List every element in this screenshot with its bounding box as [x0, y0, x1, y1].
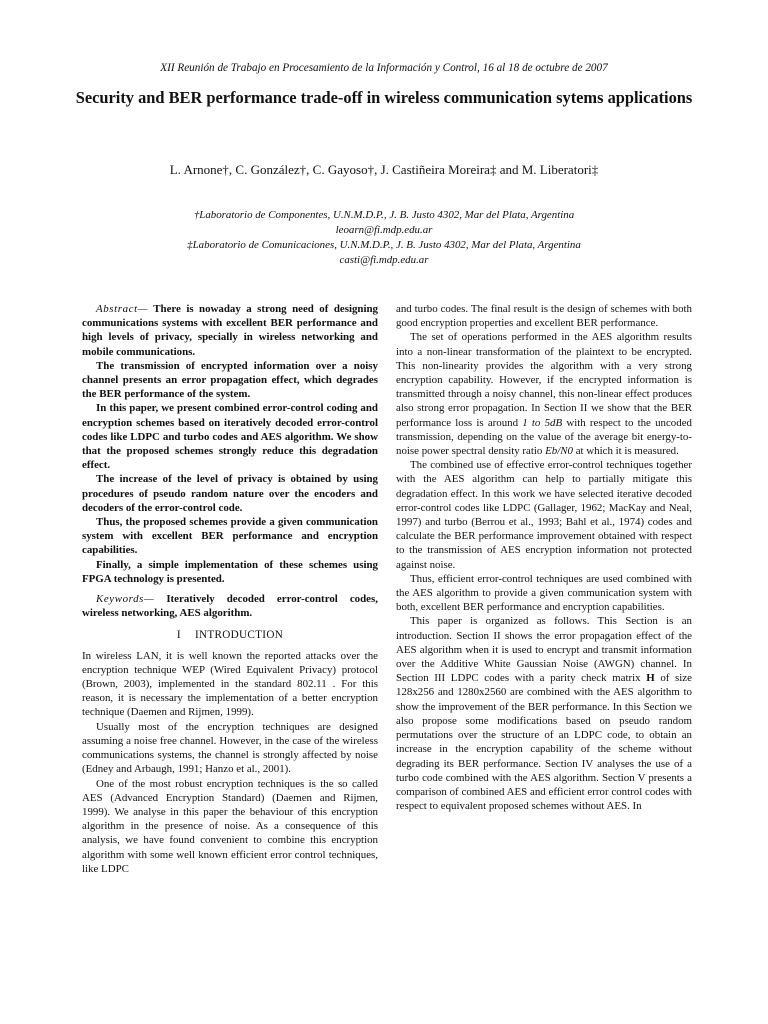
abstract-paragraph: The increase of the level of privacy is obtained by using procedures of pseudo random nature over the encoders and decoders of the error-control code. — [82, 473, 378, 514]
body-paragraph: Thus, efficient error-control techniques are used combined with the AES algorithm to provide a given communication system with both, excellent BER performance and encryption capabilities. — [396, 572, 692, 614]
intro-paragraph: In wireless LAN, it is well known the reported attacks over the encryption technique WEP (Wired Equivalent Privacy) protocol (Brown, 2003), implemented in the standard 802.11 . For this reason, it is necessary the implementation of a better encryption technique (Daemen and Rijmen, 1999). — [82, 649, 378, 719]
left-column — [82, 302, 378, 876]
body-paragraph: and turbo codes. The final result is the design of schemes with both good encryption properties and excellent BER performance. — [396, 303, 692, 330]
authors: L. Arnone†, C. González†, C. Gayoso†, J. Castiñeira Moreira‡ and M. Liberatori‡ — [169, 162, 599, 177]
abstract-paragraph: Abstract— There is nowaday a strong need of designing communications systems with excellent BER performance and high levels of privacy, specially in wireless networking and mobile communications. — [82, 303, 379, 358]
db-range: 1 to 5dB — [522, 416, 563, 429]
matrix-symbol: H — [646, 672, 655, 685]
body-paragraph: The set of operations performed in the AES algorithm results into a non-linear transformation of the plaintext to be encrypted. This non-linearity provides the algorithm with a very strong encryption capability. However, if the encrypted information is transmitted through a noisy channel, this non-linear effect produces also strong error propagation. In Section II we show that the BER performance loss is around 1 to 5dB with respect to the uncoded transmission, depending on the value of the average bit energy-to-noise power spectral density ratio Eb/N0 at which it is measured. — [396, 331, 692, 458]
abstract-paragraph: In this paper, we present combined error-control coding and encryption schemes based on iteratively decoded error-control codes like LDPC and turbo codes and AES algorithm. We show that the proposed schemes strongly reduce this degradation effect. — [82, 402, 378, 472]
keywords-paragraph: Keywords— Iteratively decoded error-control codes, wireless networking, AES algorithm. — [82, 593, 378, 620]
paper-title: Security and BER performance trade-off in wireless communication sytems applications — [75, 88, 693, 107]
keywords-label: Keywords— — [96, 593, 155, 606]
affiliation-2: ‡Laboratorio de Comunicaciones, U.N.M.D.P., J. B. Justo 4302, Mar del Plata, Argentina — [187, 239, 581, 251]
conference-header: XII Reunión de Trabajo en Procesamiento de la Información y Control, 16 al 18 de octubre de 2007 — [160, 62, 608, 74]
ebn0-ratio: Eb/N0 — [545, 445, 573, 458]
body-paragraph: This paper is organized as follows. This Section is an introduction. Section II shows the error propagation effect of the AES algorithm when it is used to encrypt and transmit information over the Additive White Gaussian Noise (AWGN) channel. In Section III LDPC codes with a parity check matrix H of size 128x256 and 1280x2560 are combined with the AES algorithm to show the improvement of the BER performance. In this Section we also propose some modifications based on pseudo random permutations over the structure of an LDPC code, to obtain an increase in the encryption capability of the scheme without degrading its BER performance. Section IV analyses the use of a turbo code combined with the AES algorithm. Section V presents a comparison of combined AES and efficient error control codes with respect to equivalent proposed schemes without AES. In — [396, 615, 692, 813]
abstract-paragraph: Finally, a simple implementation of these schemes using FPGA technology is presented. — [82, 558, 378, 585]
intro-paragraph: Usually most of the encryption techniques are designed assuming a noise free channel. However, in the case of the wireless communications systems, the channel is strongly affected by noise (Edney and Arbaugh, 1991; Hanzo et al., 2001). — [82, 720, 378, 776]
abstract-paragraph: Thus, the proposed schemes provide a given communication system with excellent BER performance and encryption capabilities. — [82, 516, 378, 557]
affiliation-1: †Laboratorio de Componentes, U.N.M.D.P., J. B. Justo 4302, Mar del Plata, Argentina — [193, 209, 575, 221]
intro-paragraph: One of the most robust encryption techniques is the so called AES (Advanced Encryption Standard) (Daemen and Rijmen, 1999). We analyse in this paper the behaviour of this encryption algorithm in the presence of noise. As a consequence of this analysis, we have found convenient to combine this encryption algorithm with some well known efficient error control techniques, like LDPC — [82, 777, 378, 875]
right-column — [396, 302, 692, 813]
email-2: casti@fi.mdp.edu.ar — [339, 254, 429, 266]
abstract-paragraph: The transmission of encrypted information over a noisy channel presents an error propagation effect, which degrades the BER performance of the system. — [82, 359, 378, 401]
body-paragraph: The combined use of effective error-control techniques together with the AES algorithm can help to partially mitigate this degradation effect. In this work we have selected iterative decoded error-control codes like LDPC (Gallager, 1962; MacKay and Neal, 1997) and turbo (Berrou et al., 1993; Bahl et al., 1974) codes and calculate the BER performance improvement obtained with respect to the transmission of AES encryption information not protected against noise. — [396, 459, 692, 571]
abstract-label: Abstract— — [96, 303, 148, 315]
section-heading: I INTRODUCTION — [176, 629, 284, 642]
email-1: leoarn@fi.mdp.edu.ar — [335, 224, 433, 236]
